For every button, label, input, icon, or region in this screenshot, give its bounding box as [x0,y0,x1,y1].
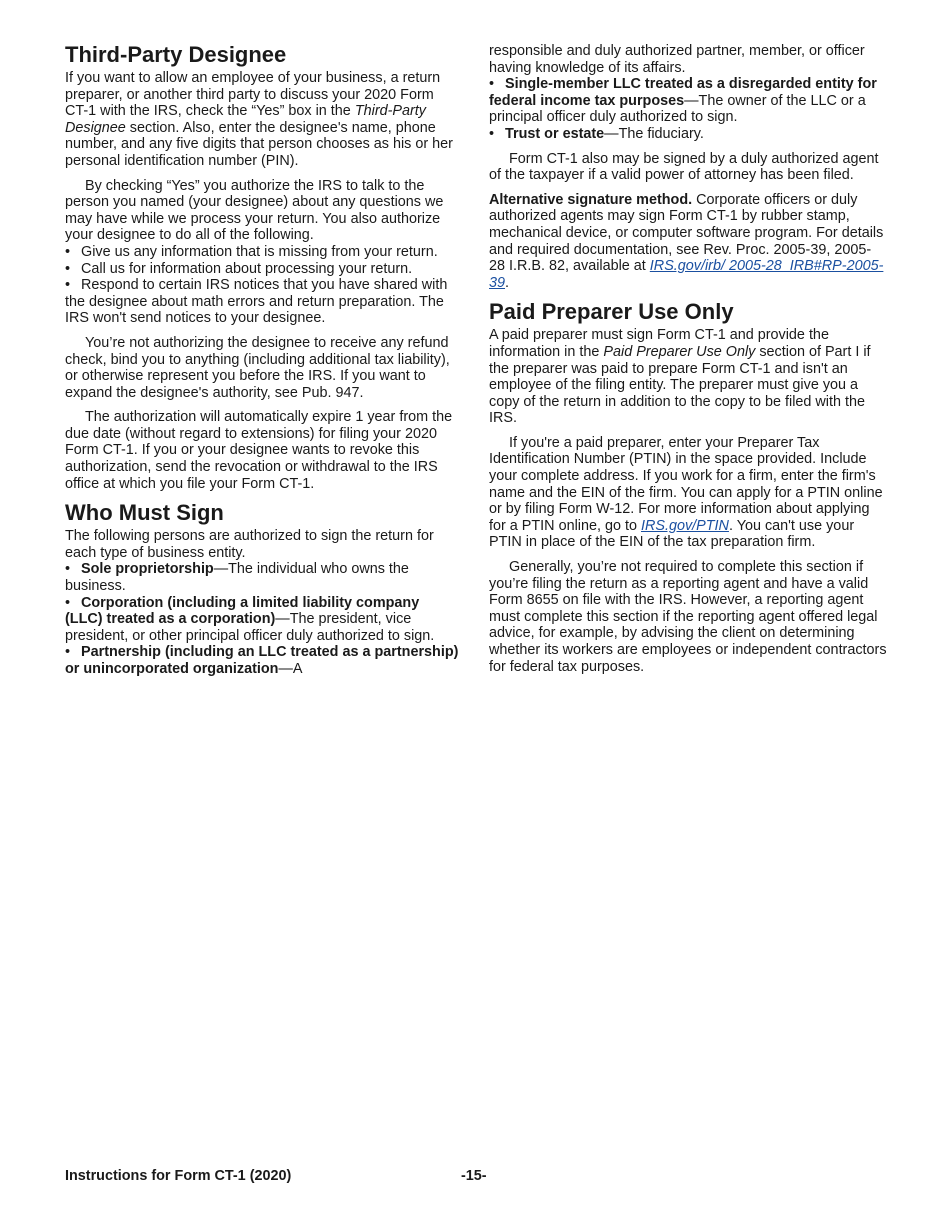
bullet-icon: • [65,260,71,277]
page-number: -15- [461,1168,487,1184]
footer-title: Instructions for Form CT-1 (2020) [65,1168,292,1184]
list-item: • Respond to certain IRS notices that you have shared with the designee about math errors and return preparation. The IRS won't send notices to your designee. [65,277,448,327]
reporting-agent-paragraph: Generally, you’re not required to complete this section if you’re filing the return as a reporting agent and have a valid Form 8655 on file with the IRS. However, a reporting agent must complete this section if the reporting agent offered legal advice, for example, by advising the client on determining whether its workers are employees or independent contractors for federal tax purposes. [489,559,887,675]
rev-proc-link[interactable]: IRS.gov/irb/ 2005-28_IRB#RP-2005-39 [489,258,884,291]
list-item: • Partnership (including an LLC treated as a partnership) or unincorporated organization—A [65,644,459,677]
not-authorizing-paragraph: You’re not authorizing the designee to receive any refund check, bind you to anything (including additional tax liability), or otherwise represent you before the IRS. If you want to expand the designee's authority, see Pub. 947. [65,334,450,401]
paid-preparer-paragraph: A paid preparer must sign Form CT-1 and provide the information in the Paid Preparer Use Only section of Part I if the preparer was paid to prepare Form CT-1 and isn't an employee of the filing entity. The preparer must give you a copy of the return in addition to the copy to be filed with the IRS. [489,327,871,427]
bullet-icon: • [65,594,71,611]
bullet-icon: • [65,243,71,260]
continued-paragraph: responsible and duly authorized partner, member, or officer having knowledge of its affairs. [489,43,865,76]
heading-third-party-designee: Third-Party Designee [65,42,287,67]
bullet-icon: • [489,125,495,142]
list-item: • Give us any information that is missing from your return. [65,243,438,260]
list-item: • Call us for information about processing your return. [65,260,413,277]
bullet-icon: • [489,76,495,93]
sign-intro-paragraph: The following persons are authorized to sign the return for each type of business entity. [65,528,434,561]
designee-paragraph: If you want to allow an employee of your business, a return preparer, or another third party to discuss your 2020 Form CT-1 with the IRS, check the “Yes” box in the Third-Party Designee section. Also, enter the designee's name, phone number, and any five digits that person chooses as his or her personal identification number (PIN). [65,70,453,169]
ptin-paragraph: If you're a paid preparer, enter your Preparer Tax Identification Number (PTIN) in the space provided. Include your complete address. If you work for a firm, enter the firm's name and the EIN of the firm. You can apply for a PTIN online or by filing Form W-12. For more information about applying for a PTIN online, go to IRS.gov/PTIN. You can't use your PTIN in place of the EIN of the tax preparation firm. [489,434,883,551]
alternative-signature-paragraph: Alternative signature method. Corporate officers or duly authorized agents may sign Form CT-1 by rubber stamp, mechanical device, or computer software program. For details and required documentation, see Rev. Proc. 2005-39, 2005-28 I.R.B. 82, available at IRS.gov/irb/ 2005-28_IRB#RP-2005-39. [489,191,884,291]
right-column [489,43,887,675]
list-item: • Single-member LLC treated as a disregarded entity for federal income tax purposes—The owner of the LLC or a principal officer duly authorized to sign. [489,76,877,126]
bullet-icon: • [65,644,71,661]
list-item: • Trust or estate—The fiduciary. [489,125,704,142]
heading-paid-preparer: Paid Preparer Use Only [489,299,734,325]
ptin-link[interactable]: IRS.gov/PTIN [640,517,729,534]
authorize-paragraph: By checking “Yes” you authorize the IRS to talk to the person you named (your designee) about any questions we may have while we process your return. You also authorize your designee to do all of the following. [65,177,444,244]
list-item: • Sole proprietorship—The individual who owns the business. [65,561,409,595]
bullet-icon: • [65,277,71,294]
list-item: • Corporation (including a limited liability company (LLC) treated as a corporation)—The president, vice president, or other principal officer duly authorized to sign. [65,594,435,644]
agent-paragraph: Form CT-1 also may be signed by a duly authorized agent of the taxpayer if a valid power of attorney has been filed. [489,150,879,184]
bullet-icon: • [65,561,71,578]
expiration-paragraph: The authorization will automatically expire 1 year from the due date (without regard to extensions) for filing your 2020 Form CT-1. If you or your designee wants to revoke this authorization, send the revocation or withdrawal to the IRS office at which you file your Form CT-1. [65,409,453,492]
left-column [65,42,459,678]
heading-who-must-sign: Who Must Sign [65,500,224,526]
